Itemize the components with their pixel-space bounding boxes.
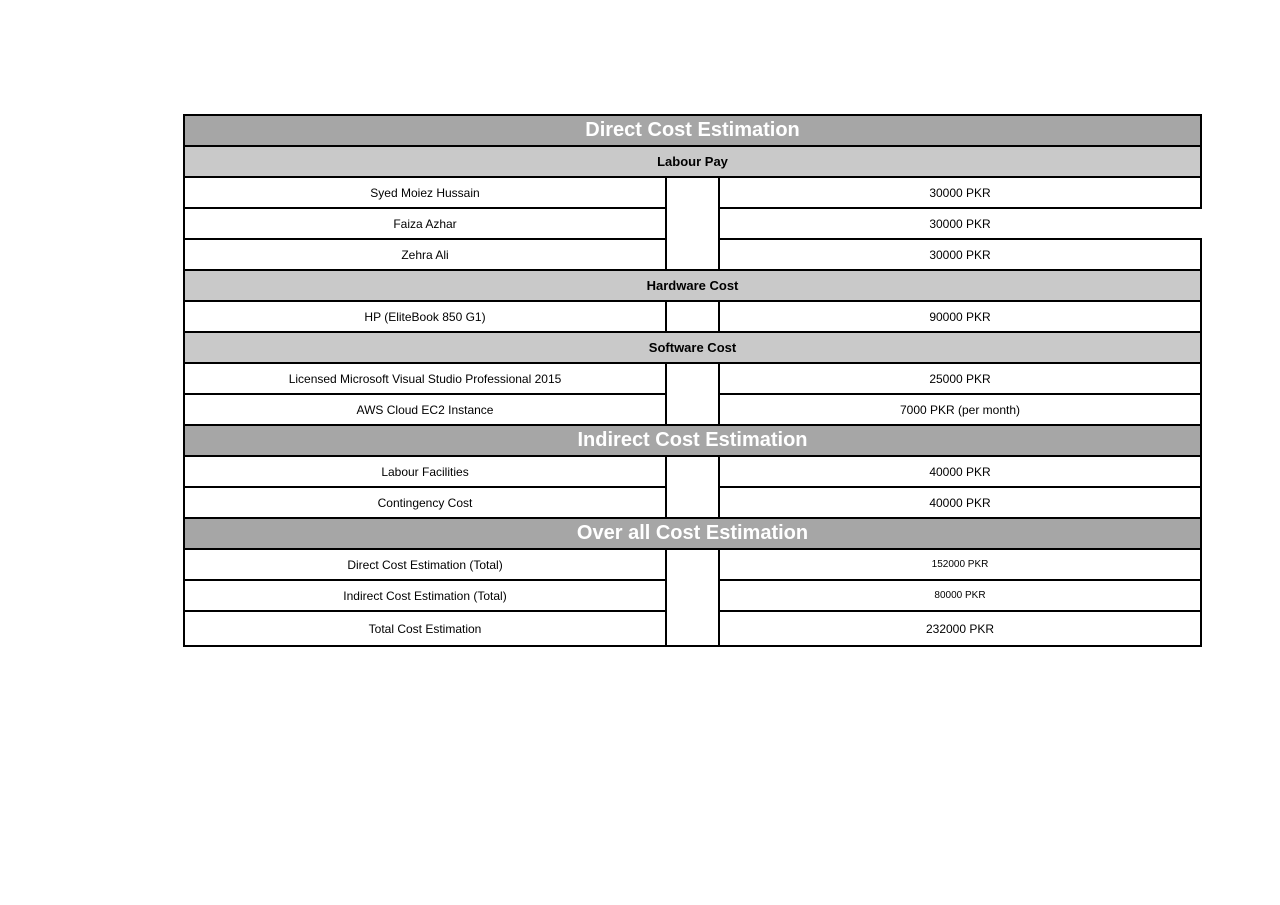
indirect-value-cell: 40000 PKR bbox=[719, 456, 1201, 487]
software-name-cell: AWS Cloud EC2 Instance bbox=[184, 394, 666, 425]
labour-value-cell: 30000 PKR bbox=[719, 208, 1201, 239]
overall-value-cell: 152000 PKR bbox=[719, 549, 1201, 580]
spacer-cell bbox=[666, 363, 719, 425]
software-cost-title: Software Cost bbox=[184, 332, 1201, 363]
labour-name-cell: Zehra Ali bbox=[184, 239, 666, 270]
direct-cost-title: Direct Cost Estimation bbox=[184, 115, 1201, 146]
hardware-value-cell: 90000 PKR bbox=[719, 301, 1201, 332]
indirect-name-cell: Contingency Cost bbox=[184, 487, 666, 518]
overall-value-cell: 80000 PKR bbox=[719, 580, 1201, 611]
labour-value-cell: 30000 PKR bbox=[719, 177, 1201, 208]
software-name-cell: Licensed Microsoft Visual Studio Professional 2015 bbox=[184, 363, 666, 394]
overall-name-cell: Indirect Cost Estimation (Total) bbox=[184, 580, 666, 611]
hardware-name-cell: HP (EliteBook 850 G1) bbox=[184, 301, 666, 332]
table-row bbox=[184, 301, 1201, 332]
indirect-cost-header-row bbox=[184, 425, 1201, 456]
software-value-cell: 25000 PKR bbox=[719, 363, 1201, 394]
spacer-cell bbox=[666, 549, 719, 646]
labour-name-cell: Faiza Azhar bbox=[184, 208, 666, 239]
labour-value-cell: 30000 PKR bbox=[719, 239, 1201, 270]
cost-estimation-table bbox=[183, 114, 1202, 647]
overall-value-cell: 232000 PKR bbox=[719, 611, 1201, 646]
table-row bbox=[184, 363, 1201, 394]
spacer-cell bbox=[666, 177, 719, 270]
indirect-name-cell: Labour Facilities bbox=[184, 456, 666, 487]
hardware-cost-title: Hardware Cost bbox=[184, 270, 1201, 301]
indirect-cost-title: Indirect Cost Estimation bbox=[184, 425, 1201, 456]
software-value-cell: 7000 PKR (per month) bbox=[719, 394, 1201, 425]
labour-pay-header-row bbox=[184, 146, 1201, 177]
table-row bbox=[184, 177, 1201, 208]
indirect-value-cell: 40000 PKR bbox=[719, 487, 1201, 518]
overall-name-cell: Direct Cost Estimation (Total) bbox=[184, 549, 666, 580]
direct-cost-header-row bbox=[184, 115, 1201, 146]
spacer-cell bbox=[666, 456, 719, 518]
hardware-cost-header-row bbox=[184, 270, 1201, 301]
software-cost-header-row bbox=[184, 332, 1201, 363]
labour-name-cell: Syed Moiez Hussain bbox=[184, 177, 666, 208]
overall-cost-title: Over all Cost Estimation bbox=[184, 518, 1201, 549]
table-row bbox=[184, 456, 1201, 487]
spacer-cell bbox=[666, 301, 719, 332]
table-row bbox=[184, 549, 1201, 580]
overall-name-cell: Total Cost Estimation bbox=[184, 611, 666, 646]
labour-pay-title: Labour Pay bbox=[184, 146, 1201, 177]
overall-cost-header-row bbox=[184, 518, 1201, 549]
